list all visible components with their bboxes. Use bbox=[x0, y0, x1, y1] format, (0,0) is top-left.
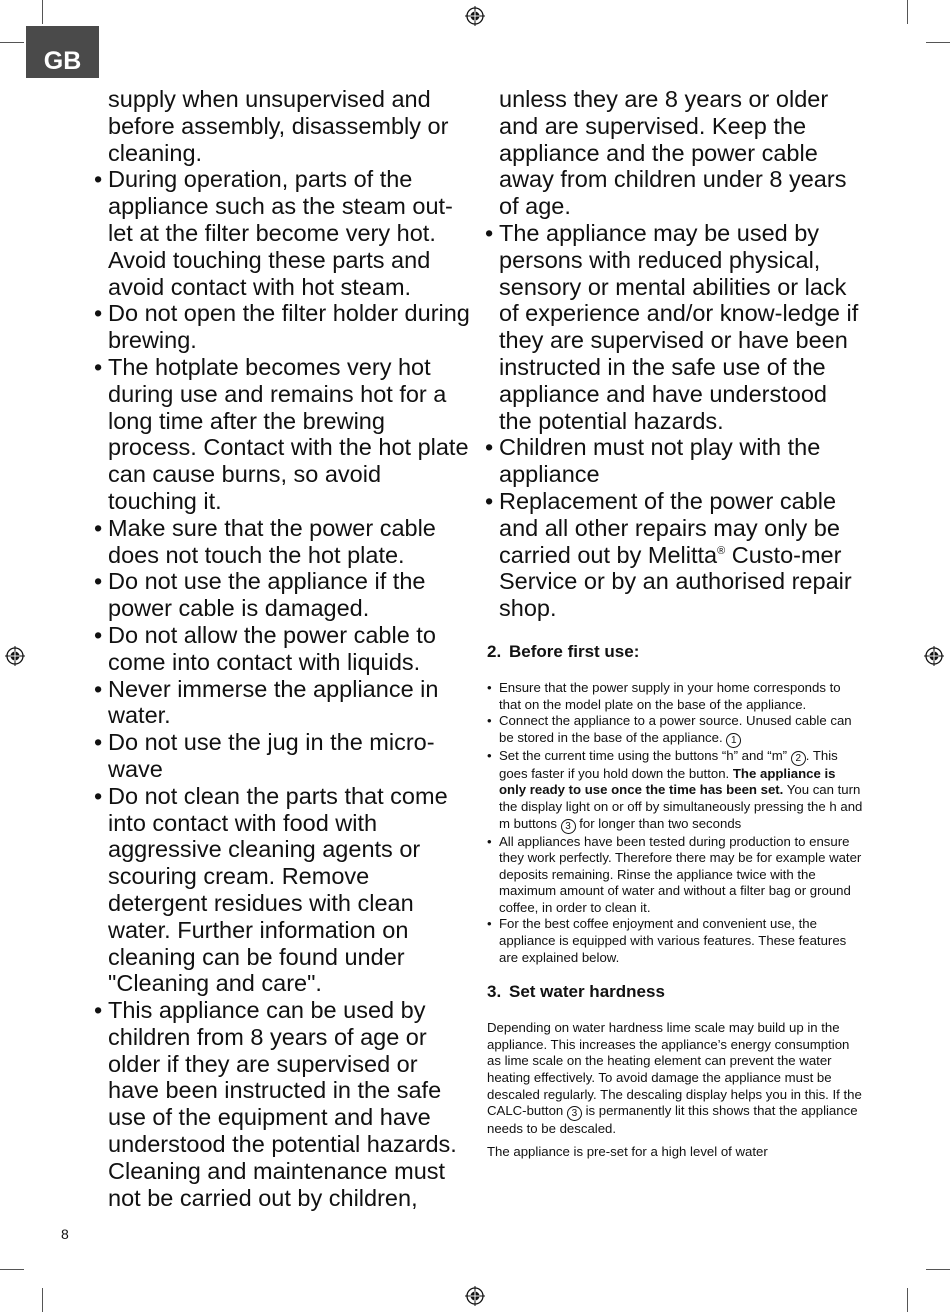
list-item: • The hotplate becomes very hot during use and remains hot for a long time after the brewing process. Contact with the hot plate can cause burns, so avoid touching it. bbox=[92, 354, 472, 515]
list-item: • The appliance may be used by persons with reduced physical, sensory or mental abilities or lack of experience and/or know-ledge if they are supervised or have been instructed in the safe use of the appliance and have understood the potential hazards. bbox=[483, 220, 863, 434]
list-item: • Do not use the jug in the micro-wave bbox=[92, 729, 472, 783]
list-item: • This appliance can be used by children from 8 years of age or older if they are supervised or have been instructed in the safe use of the equipment and have understood the potential hazards. Cleaning and maintenance must not be carried out by children, bbox=[92, 997, 472, 1211]
list-item: • Do not use the appliance if the power cable is damaged. bbox=[92, 568, 472, 622]
lead-paragraph: unless they are 8 years or older and are supervised. Keep the appliance and the power cable away from children under 8 years of age. bbox=[499, 86, 847, 220]
callout-number: 3 bbox=[567, 1106, 582, 1121]
list-item: • Replacement of the power cable and all other repairs may only be carried out by Melitta® Custo-mer Service or by an authorised repair shop. bbox=[483, 488, 863, 622]
list-item: • Do not clean the parts that come into contact with food with aggressive cleaning agents or scouring cream. Remove detergent residues with clean water. Further information on cleaning can be found under "Cleaning and care". bbox=[92, 783, 472, 997]
registered-mark: ® bbox=[717, 544, 726, 557]
crop-mark bbox=[907, 0, 908, 24]
crop-mark bbox=[926, 42, 950, 43]
right-column bbox=[483, 86, 863, 1160]
left-column bbox=[92, 86, 472, 1211]
section-heading: 2. Before first use: bbox=[487, 641, 640, 661]
crop-mark bbox=[42, 1288, 43, 1312]
crop-mark bbox=[926, 1269, 950, 1270]
registration-mark-icon bbox=[465, 6, 485, 26]
list-item: • All appliances have been tested during production to ensure they work perfectly. Therefore there may be for example water deposits remaining. Rinse the appliance twice with the maximum amount of water and without a filter bag or ground coffee, in order to clean it. bbox=[487, 834, 863, 917]
callout-number: 3 bbox=[561, 819, 576, 834]
registration-mark-icon bbox=[5, 646, 25, 666]
callout-number: 1 bbox=[726, 733, 741, 748]
list-item: • Do not open the filter holder during brewing. bbox=[92, 300, 472, 354]
section-heading: 3. Set water hardness bbox=[487, 982, 665, 1002]
list-item: • Do not allow the power cable to come into contact with liquids. bbox=[92, 622, 472, 676]
list-item: • Children must not play with the appliance bbox=[483, 434, 863, 488]
crop-mark bbox=[0, 1269, 24, 1270]
body-paragraph: Depending on water hardness lime scale may build up in the appliance. This increases the appliance’s energy consumption as lime scale on the heating element can prevent the water heating effectively. To avoid damage the appliance must be descaled regularly. The descaling display helps you in this. If the CALC-button 3 is permanently lit this shows that the appliance needs to be descaled. bbox=[487, 1020, 862, 1137]
list-item: • Connect the appliance to a power source. Unused cable can be stored in the base of the appliance. 1 bbox=[487, 713, 863, 748]
language-tab: GB bbox=[26, 26, 99, 78]
list-item: • During operation, parts of the appliance such as the steam out-let at the filter become very hot. Avoid touching these parts and avoid contact with hot steam. bbox=[92, 166, 472, 300]
crop-mark bbox=[907, 1288, 908, 1312]
section-2-list bbox=[487, 680, 863, 966]
registration-mark-icon bbox=[924, 646, 944, 666]
page-number: 8 bbox=[61, 1226, 69, 1242]
registration-mark-icon bbox=[465, 1286, 485, 1306]
list-item: • Make sure that the power cable does not touch the hot plate. bbox=[92, 515, 472, 569]
list-item: • Ensure that the power supply in your home corresponds to that on the model plate on the base of the appliance. bbox=[487, 680, 863, 713]
list-item: • For the best coffee enjoyment and convenient use, the appliance is equipped with various features. These features are explained below. bbox=[487, 916, 863, 966]
crop-mark bbox=[42, 0, 43, 24]
callout-number: 2 bbox=[791, 751, 806, 766]
list-item: • Set the current time using the buttons “h” and “m” 2 . This goes faster if you hold down the button. The appliance is only ready to use once the time has been set. You can turn the display light on or off by simultaneously pressing the h and m buttons 3 for longer than two seconds bbox=[487, 748, 863, 834]
body-paragraph: The appliance is pre-set for a high level of water bbox=[487, 1143, 768, 1159]
list-item: • Never immerse the appliance in water. bbox=[92, 676, 472, 730]
crop-mark bbox=[0, 42, 24, 43]
lead-paragraph: supply when unsupervised and before assembly, disassembly or cleaning. bbox=[108, 86, 449, 166]
